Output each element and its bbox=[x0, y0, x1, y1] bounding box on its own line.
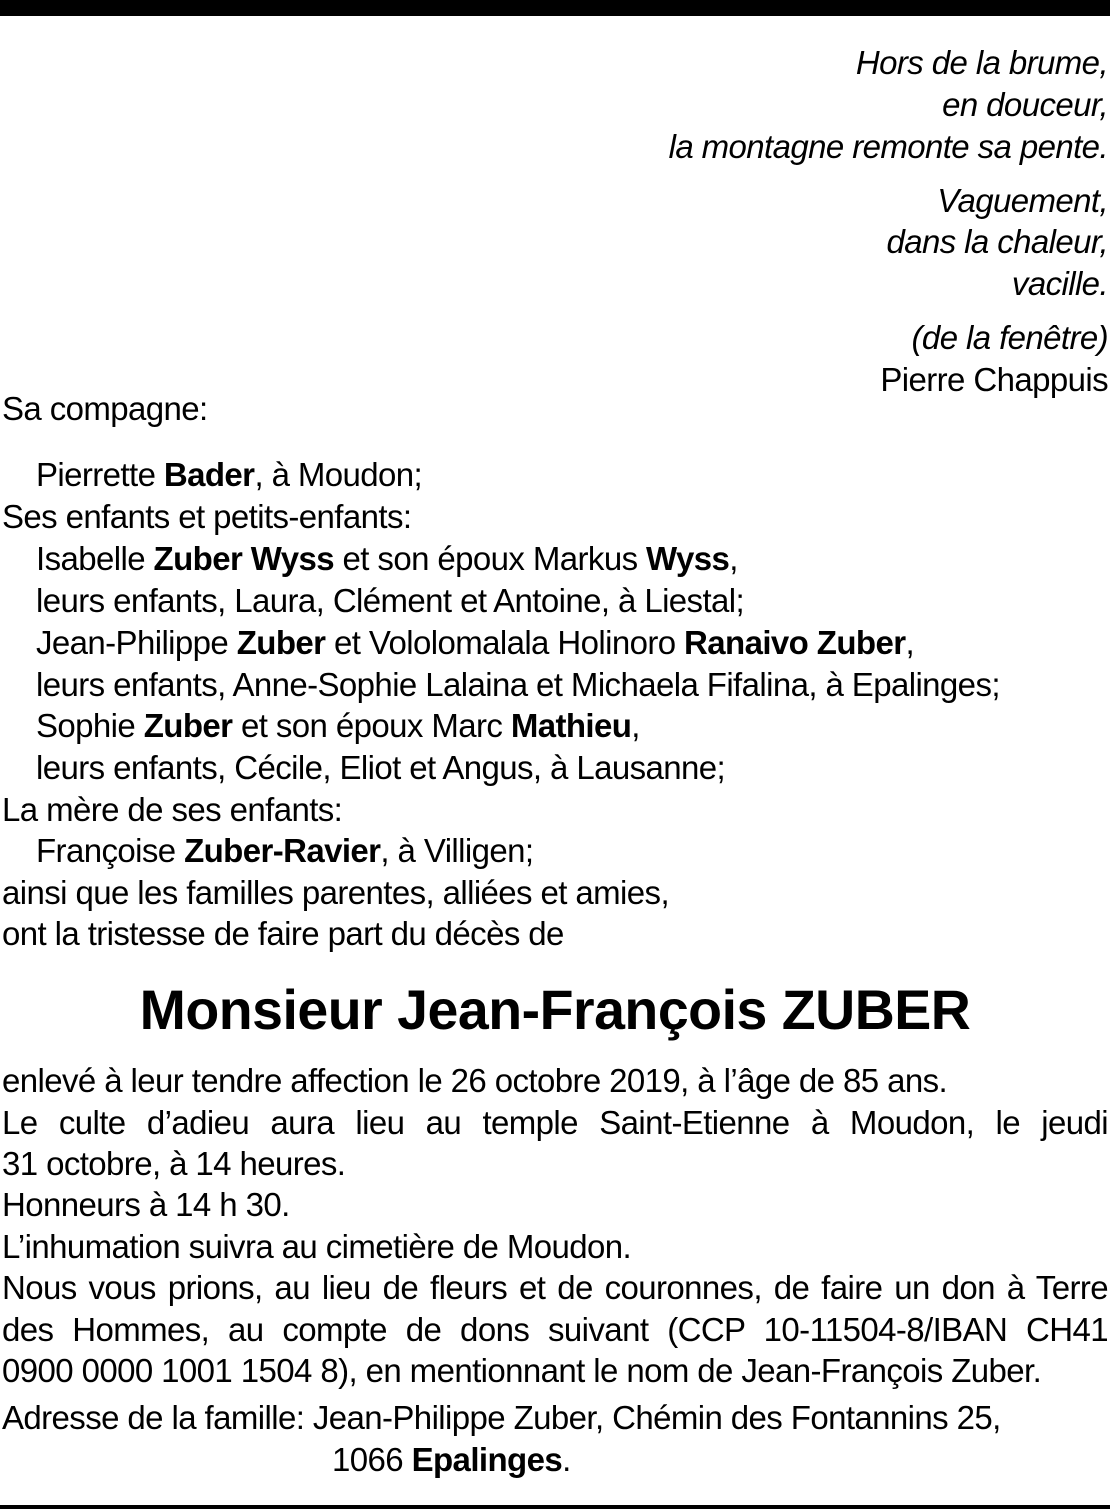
child-3-line: Sophie Zuber et son époux Marc Mathieu, bbox=[36, 707, 640, 744]
details-line-7: des Hommes, au compte de dons suivant (CCP 10-11504-8/IBAN CH41 bbox=[2, 1311, 1108, 1348]
children-heading: Ses enfants et petits-enfants: bbox=[2, 498, 412, 535]
child-2-line: Jean-Philippe Zuber et Vololomalala Holinoro Ranaivo Zuber, bbox=[36, 624, 915, 661]
child-1-line: Isabelle Zuber Wyss et son époux Markus Wyss, bbox=[36, 540, 738, 577]
mother-line: Françoise Zuber-Ravier, à Villigen; bbox=[36, 832, 534, 869]
poem-line-1: Hors de la brume, bbox=[855, 44, 1108, 81]
details-line-5: L’inhumation suivra au cimetière de Moudon. bbox=[2, 1228, 632, 1265]
poem-line-6: vacille. bbox=[1011, 265, 1108, 302]
details-line-4: Honneurs à 14 h 30. bbox=[2, 1186, 290, 1223]
details-line-6: Nous vous prions, au lieu de fleurs et de couronnes, de faire un don à Terre bbox=[2, 1269, 1108, 1306]
child-3-kids: leurs enfants, Cécile, Eliot et Angus, à Lausanne; bbox=[36, 749, 726, 786]
mother-heading: La mère de ses enfants: bbox=[2, 791, 343, 828]
deceased-name: Monsieur Jean-François ZUBER bbox=[139, 979, 971, 1041]
details-line-3: 31 octobre, à 14 heures. bbox=[2, 1145, 346, 1182]
poem-line-4: Vaguement, bbox=[937, 182, 1108, 219]
poem-line-2: en douceur, bbox=[942, 86, 1108, 123]
details-line-8: 0900 0000 1001 1504 8), en mentionnant le nom de Jean-François Zuber. bbox=[2, 1352, 1042, 1389]
poem-source: (de la fenêtre) bbox=[911, 319, 1108, 356]
child-2-kids: leurs enfants, Anne-Sophie Lalaina et Michaela Fifalina, à Epalinges; bbox=[36, 666, 1000, 703]
details-line-1: enlevé à leur tendre affection le 26 octobre 2019, à l’âge de 85 ans. bbox=[2, 1062, 948, 1099]
announce-line: ont la tristesse de faire part du décès de bbox=[2, 915, 564, 952]
companion-heading: Sa compagne: bbox=[2, 390, 208, 427]
address-line-2: 1066 Epalinges. bbox=[332, 1441, 571, 1478]
companion-line: Pierrette Bader, à Moudon; bbox=[36, 456, 423, 493]
others-line: ainsi que les familles parentes, alliées et amies, bbox=[2, 874, 670, 911]
address-line-1: Adresse de la famille: Jean-Philippe Zuber, Chémin des Fontannins 25, bbox=[2, 1399, 1001, 1436]
bottom-rule bbox=[0, 1505, 1110, 1509]
top-rule bbox=[0, 0, 1110, 16]
details-line-2: Le culte d’adieu aura lieu au temple Saint-Etienne à Moudon, le jeudi bbox=[2, 1104, 1108, 1141]
poem-line-5: dans la chaleur, bbox=[886, 223, 1108, 260]
poem-line-3: la montagne remonte sa pente. bbox=[668, 128, 1108, 165]
child-1-kids: leurs enfants, Laura, Clément et Antoine, à Liestal; bbox=[36, 582, 745, 619]
poem-author: Pierre Chappuis bbox=[880, 361, 1108, 398]
